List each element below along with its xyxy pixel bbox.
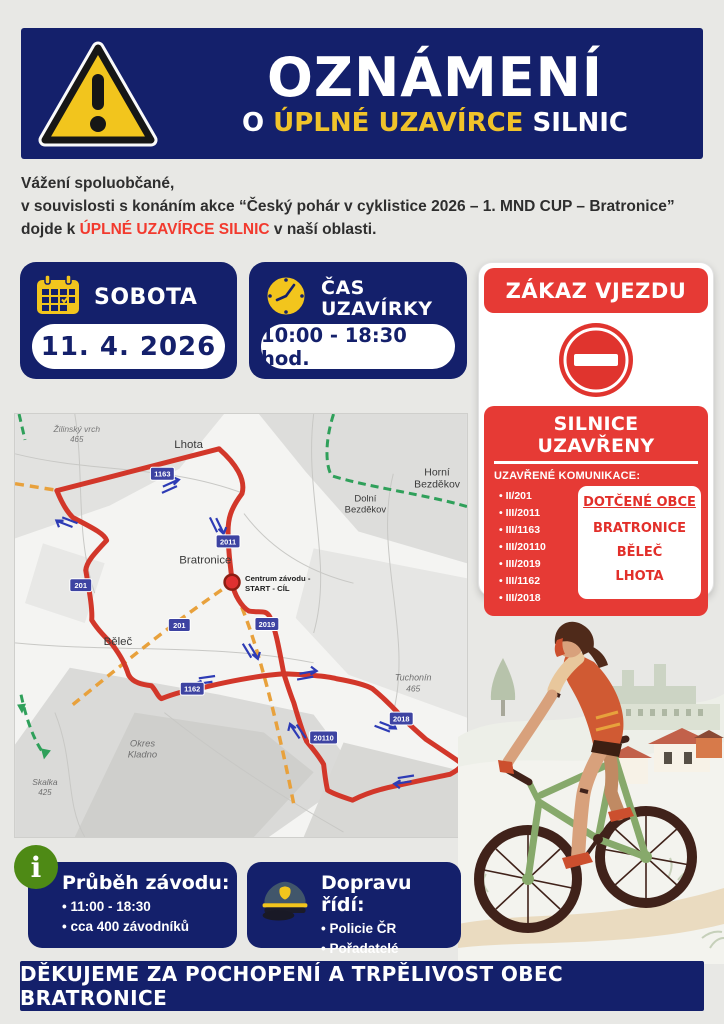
- closed-roads-title: SILNICE UZAVŘENY: [494, 413, 698, 464]
- map-label-horni-bezdekov: Bezděkov: [414, 479, 460, 491]
- road-shield-label: 20110: [313, 733, 334, 743]
- time-box-label-1: ČAS: [321, 276, 365, 299]
- intro-salutation: Vážení spoluobčané,: [21, 175, 175, 192]
- warning-triangle-icon: [37, 40, 159, 148]
- village-item: LHOTA: [615, 569, 664, 584]
- no-entry-sign-icon: [558, 322, 634, 398]
- time-value: 10:00 - 18:30 hod.: [261, 324, 455, 369]
- race-box-list: [62, 897, 237, 937]
- traffic-box-item: • Pořadatelé: [321, 939, 461, 959]
- map-label-start-1: Centrum závodu -: [244, 574, 311, 584]
- page-subtitle: [242, 108, 628, 138]
- map-label-tuchonin: Tuchonín: [394, 672, 432, 683]
- date-value: 11. 4. 2026: [32, 324, 225, 369]
- village-item: BĚLEČ: [616, 545, 663, 560]
- map-label-skalka: Skalka: [32, 777, 58, 788]
- road-shield-label: 1163: [154, 469, 171, 479]
- cyclist-illustration: [458, 592, 724, 964]
- race-box-item: • cca 400 závodníků: [62, 917, 237, 937]
- map-label-tuchonin-elev: 465: [406, 683, 421, 694]
- header-banner: [21, 28, 703, 159]
- no-entry-card: [478, 262, 714, 604]
- road-item: • III/2011: [499, 505, 573, 522]
- map-label-belec: Běleč: [103, 635, 133, 648]
- map-label-dolni-bezdekov: Dolní: [354, 493, 377, 505]
- intro-line3-before: dojde k: [21, 221, 80, 238]
- map-label-start-2: START - CÍL: [244, 584, 290, 594]
- map-label-okres-kladno: Okres: [129, 738, 156, 750]
- police-cap-icon: [257, 878, 313, 924]
- clock-icon: [263, 273, 309, 324]
- no-entry-banner: ZÁKAZ VJEZDU: [484, 268, 708, 313]
- map-label-zilinsky-vrch-elev: 465: [70, 434, 84, 444]
- road-shield-label: 201: [173, 620, 186, 630]
- date-box-label: SOBOTA: [94, 284, 198, 310]
- race-box-title: Průběh závodu:: [62, 872, 230, 894]
- traffic-info-box: [247, 862, 461, 956]
- calendar-icon: [34, 273, 82, 322]
- map-label-horni-bezdekov: Horní: [424, 467, 450, 479]
- time-box-label: [321, 278, 433, 320]
- subtitle-highlight: ÚPLNÉ UZAVÍRCE: [273, 107, 524, 138]
- affected-villages-title: DOTČENÉ OBCE: [583, 495, 696, 510]
- map-label-bratronice: Bratronice: [179, 554, 232, 567]
- traffic-box-title: Dopravu řídí:: [321, 872, 412, 916]
- map-label-dolni-bezdekov: Bezděkov: [344, 504, 387, 516]
- traffic-box-item: • Policie ČR: [321, 919, 461, 939]
- subtitle-prefix: O: [242, 107, 274, 138]
- map-label-lhota: Lhota: [174, 438, 203, 451]
- route-map: [14, 413, 468, 838]
- road-item: • III/2018: [499, 590, 573, 607]
- road-item: • III/20110: [499, 539, 573, 556]
- road-item: • III/1162: [499, 573, 573, 590]
- info-icon: i: [14, 845, 58, 889]
- road-shield-label: 201: [74, 581, 87, 591]
- village-item: BRATRONICE: [592, 521, 687, 536]
- road-item: • III/2019: [499, 556, 573, 573]
- closed-roads-label: UZAVŘENÉ KOMUNIKACE:: [494, 470, 641, 482]
- road-shield-label: 2018: [392, 714, 410, 724]
- road-shield-label: 2011: [219, 537, 237, 547]
- closed-roads-list: [491, 488, 573, 607]
- road-item: • III/1163: [499, 522, 573, 539]
- start-finish-marker: [225, 575, 240, 590]
- time-box-label-2: UZAVÍRKY: [321, 297, 433, 320]
- footer-banner: DĚKUJEME ZA POCHOPENÍ A TRPĚLIVOST OBEC BRATRONICE: [20, 961, 704, 1011]
- intro-line2: v souvislosti s konáním akce “Český pohár v cyklistice 2026 – 1. MND CUP – Bratronice”: [21, 198, 675, 215]
- road-shield-label: 2019: [258, 619, 276, 629]
- road-shield-label: 1162: [184, 684, 201, 694]
- intro-line3-after: v naší oblasti.: [269, 221, 377, 238]
- intro-line3-highlight: ÚPLNÉ UZAVÍRCE SILNIC: [79, 221, 270, 238]
- closed-roads-panel: [484, 406, 708, 616]
- time-box: [249, 262, 467, 379]
- map-label-zilinsky-vrch: Žilinský vrch: [53, 423, 101, 434]
- race-box-item: • 11:00 - 18:30: [62, 897, 237, 917]
- page-title: OZNÁMENÍ: [267, 45, 603, 109]
- race-info-box: [28, 862, 237, 948]
- map-label-okres-kladno: Kladno: [127, 749, 158, 761]
- affected-villages-box: [578, 486, 701, 599]
- map-label-skalka-elev: 425: [38, 788, 52, 798]
- subtitle-suffix: SILNIC: [523, 107, 628, 138]
- intro-paragraph: [21, 172, 713, 241]
- date-box: [20, 262, 237, 379]
- intro-line3: [21, 218, 713, 241]
- road-item: • II/201: [499, 488, 573, 505]
- traffic-box-list: [321, 919, 461, 959]
